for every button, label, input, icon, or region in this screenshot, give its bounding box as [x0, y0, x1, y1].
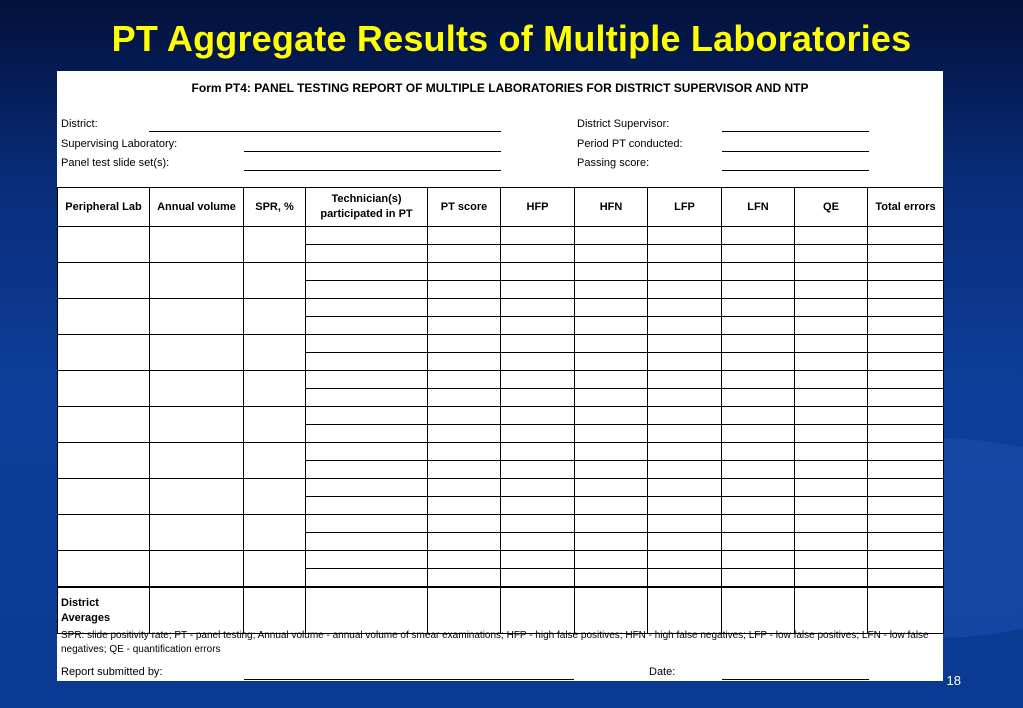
date-label: Date: — [649, 666, 676, 678]
col-lfn: LFN — [722, 188, 795, 227]
technician-cell[interactable] — [648, 533, 722, 551]
technician-cell[interactable] — [575, 443, 648, 461]
lab-cell[interactable] — [58, 299, 150, 335]
technician-cell[interactable] — [306, 551, 428, 569]
results-table — [57, 187, 944, 634]
technician-cell[interactable] — [306, 389, 428, 407]
passing-score-label: Passing score: — [577, 157, 650, 169]
lab-cell[interactable] — [150, 551, 244, 588]
district-label: District: — [61, 118, 98, 130]
lab-cell[interactable] — [244, 335, 306, 371]
technician-cell[interactable] — [868, 263, 944, 281]
header-row — [58, 188, 944, 227]
lab-cell[interactable] — [244, 371, 306, 407]
technician-cell[interactable] — [575, 281, 648, 299]
col-peripheral-lab: Peripheral Lab — [58, 188, 150, 227]
technician-cell[interactable] — [722, 281, 795, 299]
technician-cell[interactable] — [306, 407, 428, 425]
lab-cell[interactable] — [244, 299, 306, 335]
technician-cell[interactable] — [795, 335, 868, 353]
lab-cell[interactable] — [58, 515, 150, 551]
technician-cell[interactable] — [868, 479, 944, 497]
technician-cell[interactable] — [501, 281, 575, 299]
technician-cell[interactable] — [795, 389, 868, 407]
technician-cell[interactable] — [722, 227, 795, 245]
technician-cell[interactable] — [428, 551, 501, 569]
col-total-errors: Total errors — [868, 188, 944, 227]
technician-cell[interactable] — [722, 479, 795, 497]
technician-cell[interactable] — [795, 299, 868, 317]
lab-cell[interactable] — [58, 479, 150, 515]
technician-cell[interactable] — [648, 515, 722, 533]
table-row — [58, 407, 944, 425]
avg-cell[interactable] — [244, 587, 306, 634]
technician-cell[interactable] — [648, 263, 722, 281]
col-qe: QE — [795, 188, 868, 227]
technician-cell[interactable] — [501, 443, 575, 461]
supervising-lab-field[interactable] — [244, 151, 501, 152]
period-field[interactable] — [722, 151, 869, 152]
technician-cell[interactable] — [868, 245, 944, 263]
technician-cell[interactable] — [722, 407, 795, 425]
lab-cell[interactable] — [150, 515, 244, 551]
technician-cell[interactable] — [868, 281, 944, 299]
technician-cell[interactable] — [428, 407, 501, 425]
lab-cell[interactable] — [244, 263, 306, 299]
technician-cell[interactable] — [722, 569, 795, 588]
technician-cell[interactable] — [306, 263, 428, 281]
technician-cell[interactable] — [722, 515, 795, 533]
technician-cell[interactable] — [428, 335, 501, 353]
technician-cell[interactable] — [648, 461, 722, 479]
table-row — [58, 263, 944, 281]
district-supervisor-field[interactable] — [722, 131, 869, 132]
technician-cell[interactable] — [648, 479, 722, 497]
technician-cell[interactable] — [306, 227, 428, 245]
technician-cell[interactable] — [575, 515, 648, 533]
technician-cell[interactable] — [795, 551, 868, 569]
technician-cell[interactable] — [722, 263, 795, 281]
technician-cell[interactable] — [306, 353, 428, 371]
slide-title: PT Aggregate Results of Multiple Laboratories — [111, 18, 912, 59]
technician-cell[interactable] — [428, 299, 501, 317]
report-submitted-field[interactable] — [244, 679, 574, 680]
passing-score-field[interactable] — [722, 170, 869, 171]
technician-cell[interactable] — [428, 425, 501, 443]
period-label: Period PT conducted: — [577, 138, 683, 150]
technician-cell[interactable] — [501, 371, 575, 389]
lab-cell[interactable] — [244, 515, 306, 551]
technician-cell[interactable] — [868, 461, 944, 479]
district-supervisor-label: District Supervisor: — [577, 118, 670, 130]
footnote: SPR: slide positivity rate; PT - panel testing; Annual volume - annual volume of smear examinations; HFP - high false positives; HFN - high false negatives; LFP - low false positives; LFN - low false negatives; QE - quantification errors — [61, 630, 929, 655]
technician-cell[interactable] — [575, 389, 648, 407]
lab-cell[interactable] — [150, 407, 244, 443]
technician-cell[interactable] — [722, 335, 795, 353]
technician-cell[interactable] — [868, 299, 944, 317]
technician-cell[interactable] — [575, 227, 648, 245]
technician-cell[interactable] — [428, 317, 501, 335]
technician-cell[interactable] — [648, 371, 722, 389]
technician-cell[interactable] — [428, 227, 501, 245]
technician-cell[interactable] — [868, 227, 944, 245]
technician-cell[interactable] — [722, 461, 795, 479]
technician-cell[interactable] — [722, 551, 795, 569]
avg-cell[interactable] — [795, 587, 868, 634]
technician-cell[interactable] — [428, 533, 501, 551]
lab-rows — [58, 227, 944, 588]
technician-cell[interactable] — [575, 335, 648, 353]
technician-cell[interactable] — [575, 317, 648, 335]
technician-cell[interactable] — [306, 281, 428, 299]
lab-cell[interactable] — [150, 227, 244, 263]
technician-cell[interactable] — [795, 569, 868, 588]
technician-cell[interactable] — [501, 479, 575, 497]
technician-cell[interactable] — [795, 461, 868, 479]
technician-cell[interactable] — [575, 299, 648, 317]
slide-set-label: Panel test slide set(s): — [61, 157, 170, 169]
technician-cell[interactable] — [868, 551, 944, 569]
technician-cell[interactable] — [428, 281, 501, 299]
form-title: Form PT4: PANEL TESTING REPORT OF MULTIPLE LABORATORIES FOR DISTRICT SUPERVISOR AND NTP — [191, 81, 809, 95]
technician-cell[interactable] — [648, 407, 722, 425]
technician-cell[interactable] — [868, 317, 944, 335]
technician-cell[interactable] — [648, 389, 722, 407]
slide-number: 18 — [946, 673, 961, 688]
col-technicians: Technician(s) participated in PT — [306, 188, 428, 227]
technician-cell[interactable] — [795, 353, 868, 371]
technician-cell[interactable] — [501, 407, 575, 425]
technician-cell[interactable] — [722, 353, 795, 371]
report-submitted-label: Report submitted by: — [61, 666, 163, 678]
technician-cell[interactable] — [868, 569, 944, 588]
table-row — [58, 515, 944, 533]
technician-cell[interactable] — [306, 299, 428, 317]
pt4-form — [57, 71, 943, 681]
technician-cell[interactable] — [795, 407, 868, 425]
lab-cell[interactable] — [150, 299, 244, 335]
technician-cell[interactable] — [501, 335, 575, 353]
lab-cell[interactable] — [150, 335, 244, 371]
technician-cell[interactable] — [795, 533, 868, 551]
technician-cell[interactable] — [501, 533, 575, 551]
technician-cell[interactable] — [306, 497, 428, 515]
avg-cell[interactable] — [648, 587, 722, 634]
technician-cell[interactable] — [428, 479, 501, 497]
technician-cell[interactable] — [648, 425, 722, 443]
col-lfp: LFP — [648, 188, 722, 227]
avg-cell[interactable] — [722, 587, 795, 634]
technician-cell[interactable] — [722, 425, 795, 443]
technician-cell[interactable] — [795, 497, 868, 515]
technician-cell[interactable] — [575, 461, 648, 479]
technician-cell[interactable] — [722, 497, 795, 515]
technician-cell[interactable] — [795, 263, 868, 281]
technician-cell[interactable] — [868, 335, 944, 353]
technician-cell[interactable] — [428, 515, 501, 533]
technician-cell[interactable] — [428, 461, 501, 479]
technician-cell[interactable] — [428, 497, 501, 515]
technician-cell[interactable] — [306, 371, 428, 389]
technician-cell[interactable] — [428, 245, 501, 263]
district-averages-row — [58, 587, 944, 634]
technician-cell[interactable] — [501, 461, 575, 479]
technician-cell[interactable] — [575, 479, 648, 497]
col-hfp: HFP — [501, 188, 575, 227]
technician-cell[interactable] — [501, 299, 575, 317]
table-row — [58, 371, 944, 389]
slide-set-field[interactable] — [244, 170, 501, 171]
technician-cell[interactable] — [428, 569, 501, 588]
technician-cell[interactable] — [306, 515, 428, 533]
technician-cell[interactable] — [501, 389, 575, 407]
technician-cell[interactable] — [795, 227, 868, 245]
technician-cell[interactable] — [795, 479, 868, 497]
technician-cell[interactable] — [306, 335, 428, 353]
technician-cell[interactable] — [428, 263, 501, 281]
technician-cell[interactable] — [648, 281, 722, 299]
technician-cell[interactable] — [501, 353, 575, 371]
technician-cell[interactable] — [648, 443, 722, 461]
avg-cell[interactable] — [428, 587, 501, 634]
technician-cell[interactable] — [575, 425, 648, 443]
technician-cell[interactable] — [501, 515, 575, 533]
technician-cell[interactable] — [795, 281, 868, 299]
technician-cell[interactable] — [575, 551, 648, 569]
technician-cell[interactable] — [722, 317, 795, 335]
technician-cell[interactable] — [428, 353, 501, 371]
technician-cell[interactable] — [648, 245, 722, 263]
lab-cell[interactable] — [58, 335, 150, 371]
technician-cell[interactable] — [648, 335, 722, 353]
lab-cell[interactable] — [58, 443, 150, 479]
lab-cell[interactable] — [244, 551, 306, 588]
technician-cell[interactable] — [306, 245, 428, 263]
technician-cell[interactable] — [648, 551, 722, 569]
technician-cell[interactable] — [722, 371, 795, 389]
technician-cell[interactable] — [795, 515, 868, 533]
technician-cell[interactable] — [306, 461, 428, 479]
technician-cell[interactable] — [306, 533, 428, 551]
technician-cell[interactable] — [575, 263, 648, 281]
table-row — [58, 443, 944, 461]
technician-cell[interactable] — [722, 245, 795, 263]
results-grid — [57, 187, 943, 634]
technician-cell[interactable] — [575, 245, 648, 263]
lab-cell[interactable] — [244, 407, 306, 443]
technician-cell[interactable] — [501, 245, 575, 263]
lab-cell[interactable] — [150, 443, 244, 479]
technician-cell[interactable] — [795, 425, 868, 443]
technician-cell[interactable] — [575, 353, 648, 371]
technician-cell[interactable] — [722, 533, 795, 551]
lab-cell[interactable] — [244, 227, 306, 263]
technician-cell[interactable] — [648, 317, 722, 335]
technician-cell[interactable] — [575, 371, 648, 389]
lab-cell[interactable] — [58, 371, 150, 407]
technician-cell[interactable] — [501, 569, 575, 588]
technician-cell[interactable] — [868, 353, 944, 371]
technician-cell[interactable] — [501, 317, 575, 335]
technician-cell[interactable] — [795, 371, 868, 389]
technician-cell[interactable] — [306, 317, 428, 335]
technician-cell[interactable] — [428, 443, 501, 461]
lab-cell[interactable] — [244, 479, 306, 515]
avg-cell[interactable] — [150, 587, 244, 634]
table-row — [58, 551, 944, 569]
technician-cell[interactable] — [428, 389, 501, 407]
avg-cell[interactable] — [306, 587, 428, 634]
technician-cell[interactable] — [868, 371, 944, 389]
col-hfn: HFN — [575, 188, 648, 227]
technician-cell[interactable] — [306, 569, 428, 588]
col-pt-score: PT score — [428, 188, 501, 227]
technician-cell[interactable] — [575, 533, 648, 551]
technician-cell[interactable] — [795, 245, 868, 263]
technician-cell[interactable] — [722, 299, 795, 317]
table-row — [58, 335, 944, 353]
technician-cell[interactable] — [722, 389, 795, 407]
technician-cell[interactable] — [648, 227, 722, 245]
technician-cell[interactable] — [306, 479, 428, 497]
lab-cell[interactable] — [150, 479, 244, 515]
lab-cell[interactable] — [58, 263, 150, 299]
technician-cell[interactable] — [722, 443, 795, 461]
col-annual-volume: Annual volume — [150, 188, 244, 227]
district-field[interactable] — [149, 131, 501, 132]
technician-cell[interactable] — [648, 353, 722, 371]
technician-cell[interactable] — [575, 497, 648, 515]
lab-cell[interactable] — [150, 371, 244, 407]
lab-cell[interactable] — [58, 407, 150, 443]
technician-cell[interactable] — [868, 515, 944, 533]
table-row — [58, 227, 944, 245]
technician-cell[interactable] — [868, 407, 944, 425]
technician-cell[interactable] — [306, 425, 428, 443]
technician-cell[interactable] — [868, 497, 944, 515]
technician-cell[interactable] — [868, 533, 944, 551]
technician-cell[interactable] — [648, 569, 722, 588]
technician-cell[interactable] — [648, 497, 722, 515]
date-field[interactable] — [722, 679, 869, 680]
table-row — [58, 479, 944, 497]
district-averages-label: District Averages — [58, 587, 150, 634]
technician-cell[interactable] — [868, 443, 944, 461]
avg-cell[interactable] — [501, 587, 575, 634]
technician-cell[interactable] — [868, 425, 944, 443]
technician-cell[interactable] — [575, 407, 648, 425]
table-row — [58, 299, 944, 317]
technician-cell[interactable] — [795, 317, 868, 335]
technician-cell[interactable] — [306, 443, 428, 461]
avg-cell[interactable] — [575, 587, 648, 634]
lab-cell[interactable] — [58, 227, 150, 263]
technician-cell[interactable] — [501, 227, 575, 245]
col-spr: SPR, % — [244, 188, 306, 227]
avg-cell[interactable] — [868, 587, 944, 634]
technician-cell[interactable] — [501, 263, 575, 281]
technician-cell[interactable] — [795, 443, 868, 461]
technician-cell[interactable] — [868, 389, 944, 407]
lab-cell[interactable] — [58, 551, 150, 588]
technician-cell[interactable] — [428, 371, 501, 389]
technician-cell[interactable] — [575, 569, 648, 588]
technician-cell[interactable] — [501, 497, 575, 515]
technician-cell[interactable] — [648, 299, 722, 317]
technician-cell[interactable] — [501, 551, 575, 569]
lab-cell[interactable] — [150, 263, 244, 299]
lab-cell[interactable] — [244, 443, 306, 479]
supervising-lab-label: Supervising Laboratory: — [61, 138, 178, 150]
technician-cell[interactable] — [501, 425, 575, 443]
